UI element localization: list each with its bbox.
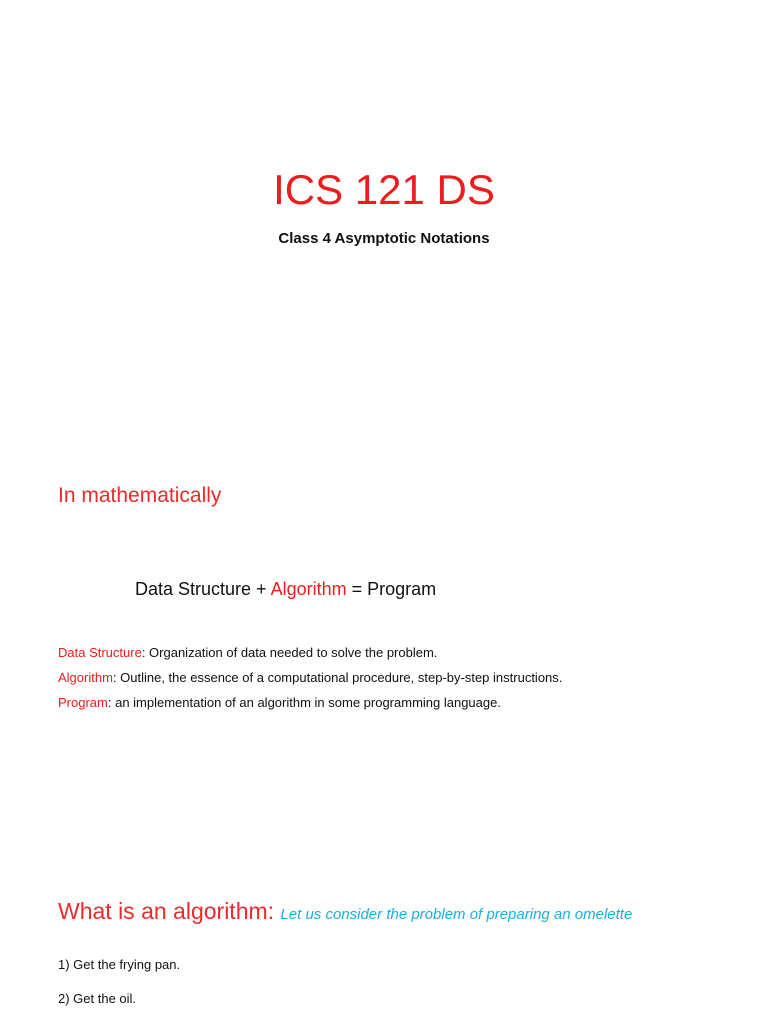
section-heading-text: What is an algorithm: xyxy=(58,898,281,924)
definition-algorithm xyxy=(58,670,562,685)
definition-text: : Organization of data needed to solve the problem. xyxy=(141,645,438,660)
section-heading-mathematically: In mathematically xyxy=(58,484,222,507)
definition-data-structure xyxy=(58,645,437,660)
list-item: 2) Get the oil. xyxy=(58,991,137,1006)
formula-algorithm: Algorithm xyxy=(270,579,347,599)
definition-term: Algorithm xyxy=(58,670,113,685)
section-note: Let us consider the problem of preparing an omelette xyxy=(280,906,633,923)
formula-line xyxy=(135,579,436,600)
section-heading-algorithm xyxy=(58,898,632,925)
definition-program xyxy=(58,695,501,710)
formula-program: = Program xyxy=(346,579,437,599)
list-item: 1) Get the frying pan. xyxy=(58,957,181,972)
definition-text: : an implementation of an algorithm in some programming language. xyxy=(107,695,501,710)
definition-text: : Outline, the essence of a computational procedure, step-by-step instructions. xyxy=(112,670,563,685)
formula-data-structure: Data Structure + xyxy=(135,579,271,599)
definition-term: Data Structure xyxy=(58,645,142,660)
definition-term: Program xyxy=(58,695,108,710)
document-subtitle: Class 4 Asymptotic Notations xyxy=(278,230,490,247)
document-title: ICS 121 DS xyxy=(273,166,495,213)
